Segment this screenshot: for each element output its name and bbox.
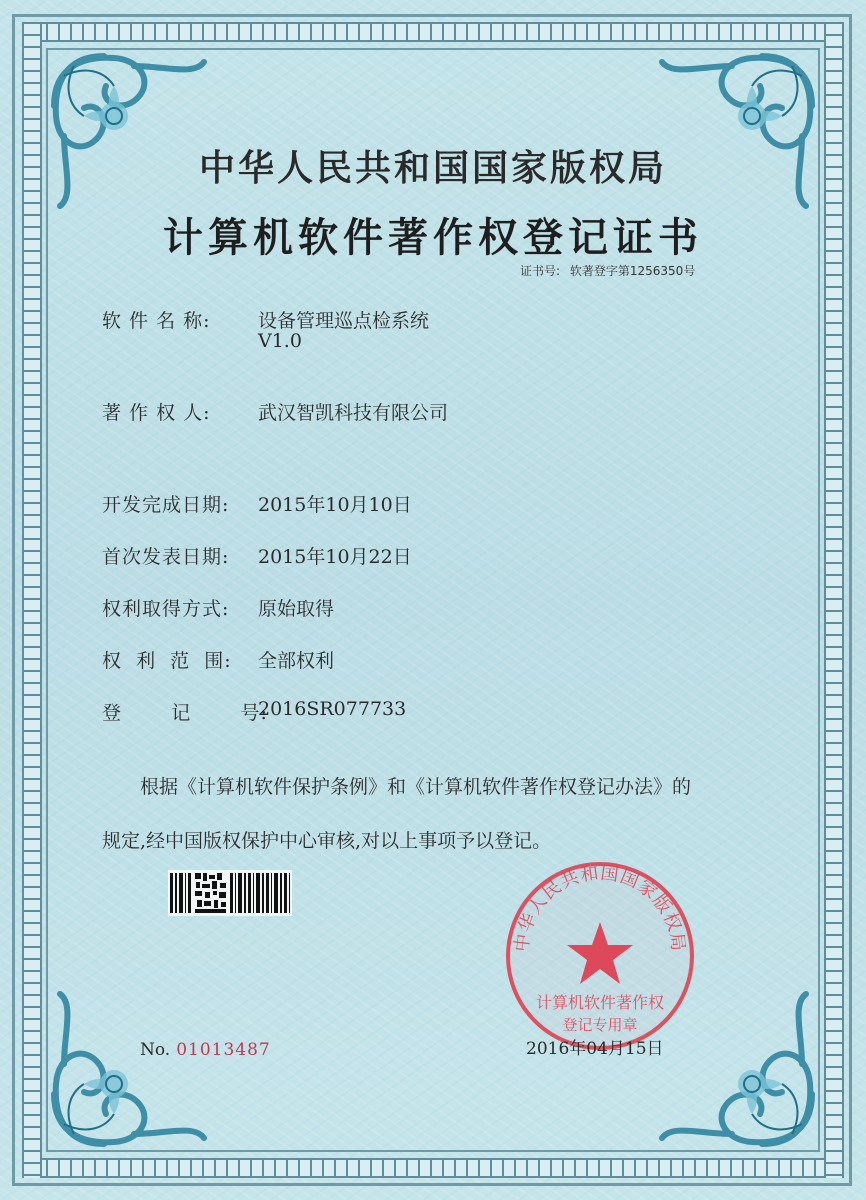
field-registration-number <box>102 698 407 725</box>
field-label: 著 作 权 人: <box>102 402 211 424</box>
registration-statement <box>102 760 782 868</box>
right-fret-border <box>824 22 844 1178</box>
field-value: 2015年10月10日 <box>258 494 412 516</box>
field-label: 软 件 名 称: <box>102 310 211 332</box>
certificate-number <box>520 262 701 279</box>
left-fret-border <box>22 22 42 1178</box>
top-fret-border <box>22 22 842 42</box>
statement-line-1: 根据《计算机软件保护条例》和《计算机软件著作权登记办法》的 <box>140 776 692 798</box>
field-label: 权 利 范 围: <box>102 650 232 672</box>
field-value: 2016SR077733 <box>258 698 407 720</box>
field-label: 登 记 号: <box>102 702 268 724</box>
svg-text:登记专用章: 登记专用章 <box>562 1016 638 1034</box>
field-value-version: V1.0 <box>258 330 302 352</box>
field-label: 首次发表日期: <box>102 546 230 568</box>
field-value: 设备管理巡点检系统 <box>258 310 430 332</box>
certificate-number-label: 证书号: <box>520 264 561 278</box>
barcode-icon <box>168 870 292 916</box>
field-label: 权利取得方式: <box>102 598 230 620</box>
field-value: 全部权利 <box>258 650 335 672</box>
field-value: 武汉智凯科技有限公司 <box>258 402 449 424</box>
bottom-fret-border <box>22 1158 842 1178</box>
field-development-date <box>102 490 412 517</box>
field-software-name <box>102 306 430 352</box>
field-label: 开发完成日期: <box>102 494 230 516</box>
certificate-number-value: 软著登字第1256350号 <box>569 264 696 278</box>
issue-date: 2016年04月15日 <box>526 1039 664 1059</box>
field-acquisition-method <box>102 594 335 621</box>
official-seal <box>500 856 700 1056</box>
field-rights-scope <box>102 646 335 673</box>
serial-prefix: No. <box>140 1040 171 1060</box>
serial-number-value: 01013487 <box>176 1040 271 1060</box>
svg-text:中华人民共和国国家版权局: 中华人民共和国国家版权局 <box>511 862 689 953</box>
statement-line-2: 规定,经中国版权保护中心审核,对以上事项予以登记。 <box>102 830 552 852</box>
field-value: 原始取得 <box>258 598 335 620</box>
field-publication-date <box>102 542 412 569</box>
field-copyright-owner <box>102 398 449 425</box>
issuing-authority: 中华人民共和国国家版权局 <box>198 147 667 189</box>
field-value: 2015年10月22日 <box>258 546 412 568</box>
corner-ornament-bottom-left <box>44 984 214 1154</box>
serial-number <box>140 1040 271 1060</box>
certificate-title: 计算机软件著作权登记证书 <box>163 214 703 261</box>
svg-text:计算机软件著作权: 计算机软件著作权 <box>535 993 665 1012</box>
